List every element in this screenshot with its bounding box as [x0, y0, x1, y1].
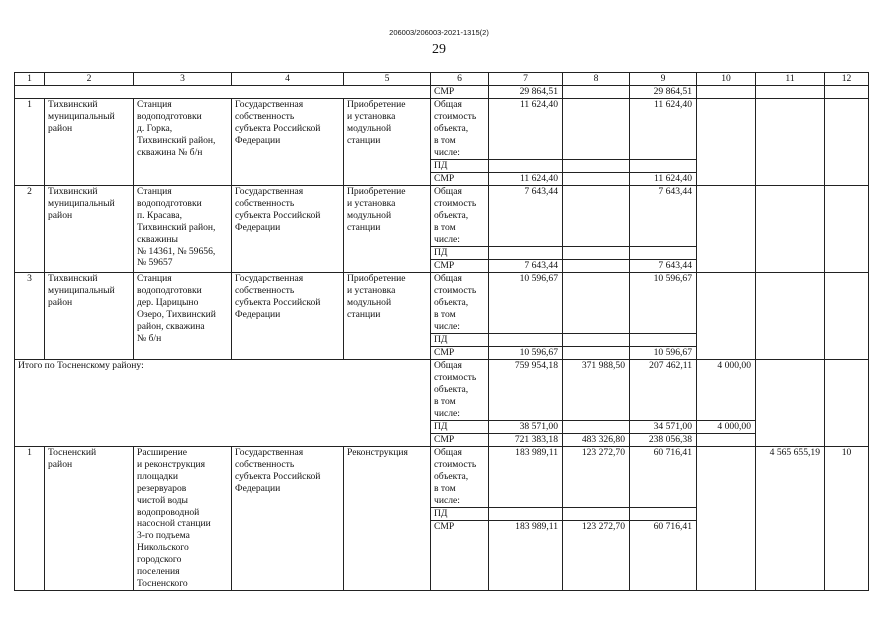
row-number: 2 [15, 186, 45, 273]
value-cell: 4 000,00 [697, 421, 756, 434]
column-number-row [15, 73, 869, 86]
cost-label: Общая стоимость объекта, в том числе: [431, 99, 489, 160]
table-row [15, 86, 869, 99]
value-cell: 483 326,80 [563, 434, 630, 447]
object-cell: Станция водоподготовки д. Горка, Тихвинский район, скважина № б/н [134, 99, 232, 186]
cost-label: СМР [431, 434, 489, 447]
value-cell: 183 989,11 [489, 521, 563, 591]
value-cell: 10 596,67 [489, 273, 563, 334]
value-cell: 10 596,67 [630, 273, 697, 334]
table-row [15, 273, 869, 334]
ownership-cell: Государственная собственность субъекта Российской Федерации [232, 273, 344, 360]
object-cell: Станция водоподготовки п. Красава, Тихвинский район, скважины № 14361, № 59656, № 59657 [134, 186, 232, 273]
subtotal-label: Итого по Тосненскому району: [15, 360, 431, 447]
value-cell: 183 989,11 [489, 447, 563, 508]
value-cell: 38 571,00 [489, 421, 563, 434]
column-number: 12 [825, 73, 869, 86]
value-cell: 34 571,00 [630, 421, 697, 434]
value-cell: 11 624,40 [630, 173, 697, 186]
cost-label: Общая стоимость объекта, в том числе: [431, 186, 489, 247]
value-cell: 123 272,70 [563, 447, 630, 508]
column-number: 3 [134, 73, 232, 86]
cost-label: СМР [431, 86, 489, 99]
district-cell: Тосненский район [45, 447, 134, 591]
column-number: 6 [431, 73, 489, 86]
ownership-cell: Государственная собственность субъекта Российской Федерации [232, 99, 344, 186]
district-cell: Тихвинский муниципальный район [45, 99, 134, 186]
value-cell: 29 864,51 [630, 86, 697, 99]
document-id: 206003/206003-2021-1315(2) [389, 28, 489, 37]
cost-label: СМР [431, 521, 489, 591]
value-cell: 11 624,40 [489, 99, 563, 160]
work-type-cell: Приобретение и установка модульной станции [344, 99, 431, 186]
cost-label: ПД [431, 334, 489, 347]
cost-label: ПД [431, 160, 489, 173]
table-row [15, 186, 869, 247]
value-cell: 207 462,11 [630, 360, 697, 421]
column-number: 4 [232, 73, 344, 86]
cost-label: Общая стоимость объекта, в том числе: [431, 273, 489, 334]
subtotal-row [15, 360, 869, 421]
page-number: 29 [432, 42, 446, 57]
table-row [15, 447, 869, 508]
work-type-cell: Реконструкция [344, 447, 431, 591]
value-cell: 4 000,00 [697, 360, 756, 421]
value-cell: 10 596,67 [630, 347, 697, 360]
value-cell: 7 643,44 [489, 260, 563, 273]
value-cell: 60 716,41 [630, 447, 697, 508]
column-number: 10 [697, 73, 756, 86]
cost-label: ПД [431, 508, 489, 521]
row-number: 1 [15, 99, 45, 186]
cost-label: СМР [431, 260, 489, 273]
ownership-cell: Государственная собственность субъекта Российской Федерации [232, 447, 344, 591]
column-number: 11 [756, 73, 825, 86]
cost-label: СМР [431, 173, 489, 186]
investment-table [14, 72, 869, 591]
cost-label: Общая стоимость объекта, в том числе: [431, 447, 489, 508]
value-cell: 11 624,40 [489, 173, 563, 186]
value-cell: 238 056,38 [630, 434, 697, 447]
district-cell: Тихвинский муниципальный район [45, 273, 134, 360]
object-cell: Расширение и реконструкция площадки резервуаров чистой воды водопроводной насосной станции 3-го подъема Никольского городского поселения Тосненского [134, 447, 232, 591]
object-cell: Станция водоподготовки дер. Царицыно Озеро, Тихвинский район, скважина № б/н [134, 273, 232, 360]
work-type-cell: Приобретение и установка модульной станции [344, 186, 431, 273]
column-number: 7 [489, 73, 563, 86]
value-cell: 7 643,44 [489, 186, 563, 247]
column-number: 1 [15, 73, 45, 86]
value-cell: 7 643,44 [630, 260, 697, 273]
column-number: 9 [630, 73, 697, 86]
cost-label: СМР [431, 347, 489, 360]
value-cell: 10 596,67 [489, 347, 563, 360]
value-cell: 4 565 655,19 [756, 447, 825, 591]
cost-label: Общая стоимость объекта, в том числе: [431, 360, 489, 421]
column-number: 8 [563, 73, 630, 86]
value-cell: 759 954,18 [489, 360, 563, 421]
cost-label: ПД [431, 247, 489, 260]
value-cell: 371 988,50 [563, 360, 630, 421]
district-cell: Тихвинский муниципальный район [45, 186, 134, 273]
ownership-cell: Государственная собственность субъекта Российской Федерации [232, 186, 344, 273]
value-cell: 60 716,41 [630, 521, 697, 591]
value-cell: 721 383,18 [489, 434, 563, 447]
value-cell: 123 272,70 [563, 521, 630, 591]
table-row [15, 99, 869, 160]
value-cell: 11 624,40 [630, 99, 697, 160]
cost-label: ПД [431, 421, 489, 434]
value-cell: 10 [825, 447, 869, 591]
column-number: 5 [344, 73, 431, 86]
work-type-cell: Приобретение и установка модульной станции [344, 273, 431, 360]
value-cell: 29 864,51 [489, 86, 563, 99]
column-number: 2 [45, 73, 134, 86]
row-number: 1 [15, 447, 45, 591]
value-cell: 7 643,44 [630, 186, 697, 247]
row-number: 3 [15, 273, 45, 360]
